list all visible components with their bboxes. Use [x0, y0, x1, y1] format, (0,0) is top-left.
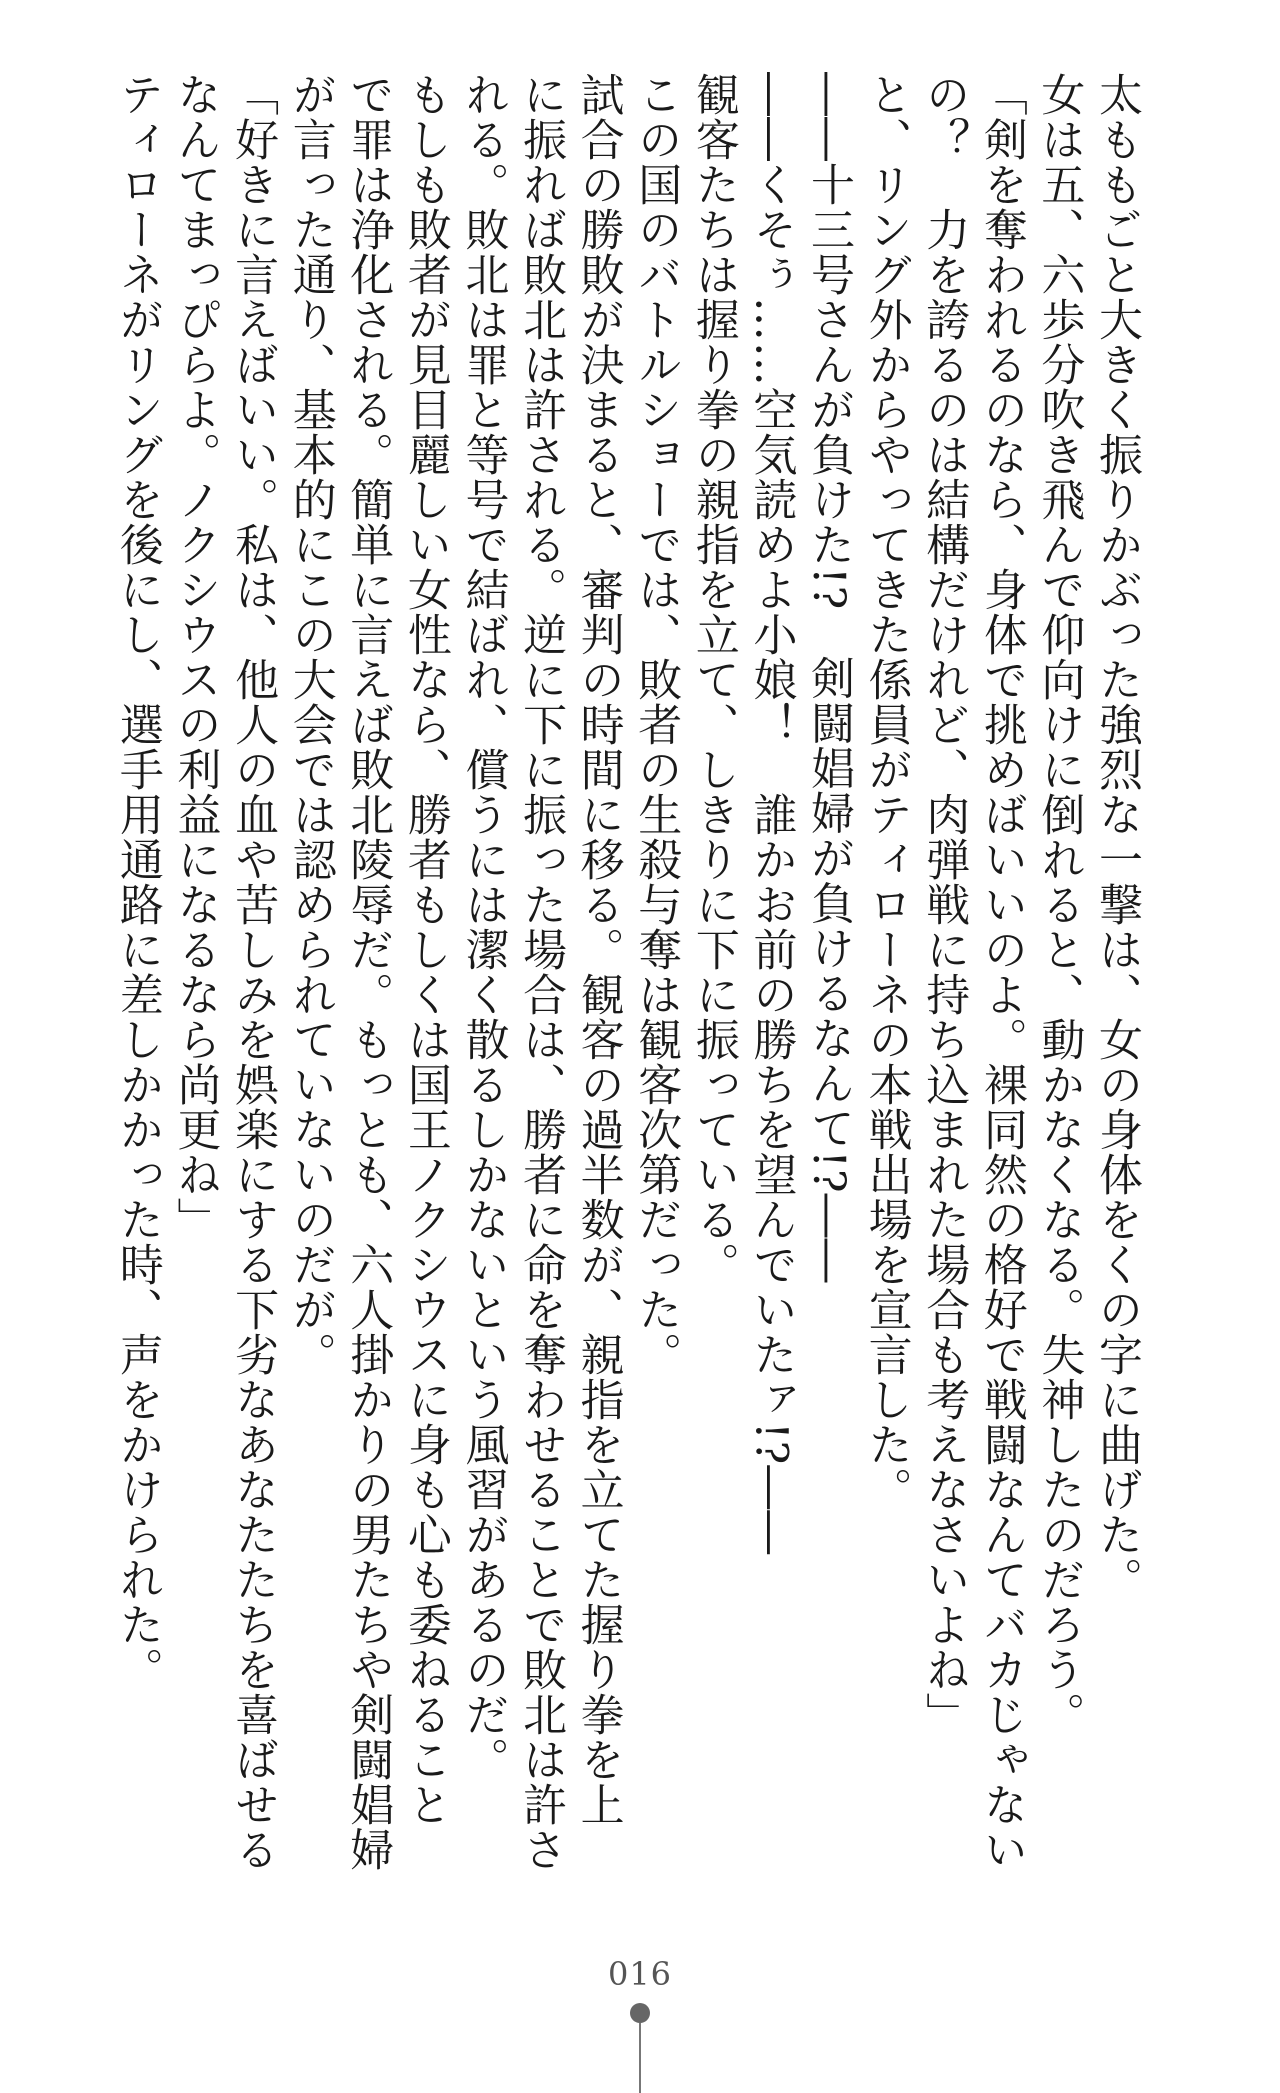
text-line-8: 観客たちは握り拳の親指を立て、しきりに下に振っている。: [687, 72, 739, 1287]
text-line-11: に振れば敗北は許される。逆に下に振った場合は、勝者に命を奪わせることで敗北は許さ: [515, 72, 567, 1872]
text-line-13: もしも敗者が見目麗しい女性なら、勝者もしくは国王ノクシウスに身も心も委ねること: [399, 72, 451, 1827]
page-marker-line: [639, 2023, 641, 2093]
page-marker-dot: [630, 2003, 650, 2023]
text-line-6: ――十三号さんが負けた!? 剣闘娼婦が負けるなんて!?――: [803, 72, 855, 1284]
text-line-2: 女は五、六歩分吹き飛んで仰向けに倒れると、動かなくなる。失神したのだろう。: [1033, 72, 1085, 1737]
text-line-1: 太ももごと大きく振りかぶった強烈な一撃は、女の身体をくの字に曲げた。: [1091, 72, 1142, 1602]
text-line-12: れる。敗北は罪と等号で結ばれ、償うには潔く散るしかないという風習があるのだ。: [457, 72, 509, 1782]
text-line-5: と、リング外からやってきた係員がティローネの本戦出場を宣言した。: [860, 72, 912, 1512]
text-line-17: なんてまっぴらよ。ノクシウスの利益になるなら尚更ね」: [169, 72, 221, 1242]
text-line-18: ティローネがリングを後にし、選手用通路に差しかかった時、声をかけられた。: [111, 72, 163, 1692]
body-text: [111, 72, 1145, 1872]
text-line-16: 「好きに言えばいい。私は、他人の血や苦しみを娯楽にする下劣なあなたたちを喜ばせる: [227, 72, 279, 1872]
text-line-3: 「剣を奪われるのなら、身体で挑めばいいのよ。裸同然の格好で戦闘なんてバカじゃない: [975, 72, 1027, 1872]
text-line-14: で罪は浄化される。簡単に言えば敗北陵辱だ。もっとも、六人掛かりの男たちや剣闘娼婦: [342, 72, 394, 1872]
text-line-9: この国のバトルショーでは、敗者の生殺与奪は観客次第だった。: [630, 72, 682, 1377]
page-number: 016: [607, 1955, 673, 1993]
text-line-15: が言った通り、基本的にこの大会では認められていないのだが。: [284, 72, 336, 1377]
text-line-7: ――くそぅ……空気読めよ小娘！ 誰かお前の勝ちを望んでいたァ!?――: [745, 72, 797, 1556]
text-line-4: の？ 力を誇るのは結構だけれど、肉弾戦に持ち込まれた場合も考えなさいよね」: [918, 72, 970, 1737]
text-line-10: 試合の勝敗が決まると、審判の時間に移る。観客の過半数が、親指を立てた握り拳を上: [572, 72, 624, 1827]
